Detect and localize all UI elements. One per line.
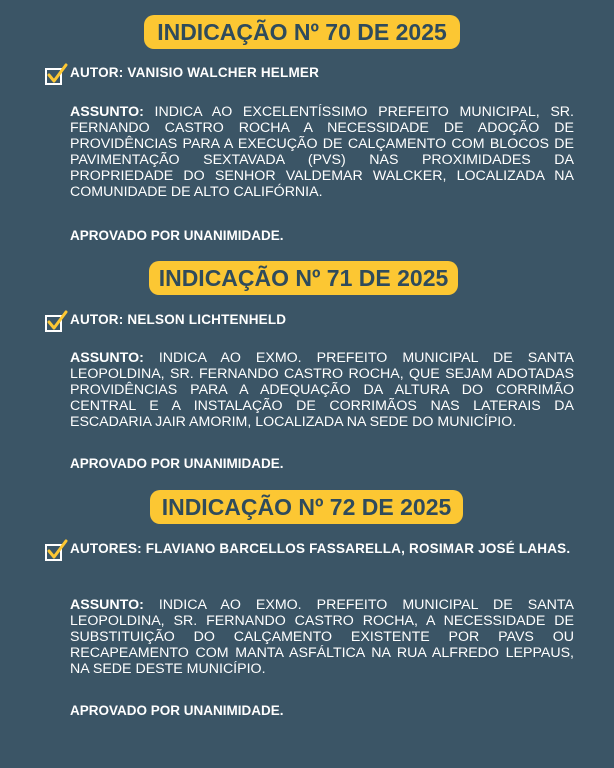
author-name: AUTOR: VANISIO WALCHER HELMER (70, 65, 320, 80)
result-text: APROVADO POR UNANIMIDADE. (70, 703, 284, 718)
subject-label: ASSUNTO: (70, 597, 144, 613)
indicacao-title: INDICAÇÃO Nº 72 DE 2025 (150, 490, 463, 524)
author-name: AUTOR: NELSON LICHTENHELD (70, 312, 287, 327)
subject-text: INDICA AO EXMO. PREFEITO MUNICIPAL DE SANTA LEOPOLDINA, SR. FERNANDO CASTRO ROCHA, A NECESSIDADE DE SUBSTITUIÇÃO DO CALÇAMENTO EXISTENTE POR PAVS OU RECAPEAMENTO COM MANTA ASFÁLTICA NA RUA ALFREDO LEPPAUS, NA SEDE DESTE MUNICÍPIO. (70, 597, 574, 677)
subject-paragraph (70, 597, 574, 677)
result-text: APROVADO POR UNANIMIDADE. (70, 228, 284, 243)
author-row (44, 62, 574, 88)
indicacao-title: INDICAÇÃO Nº 70 DE 2025 (144, 15, 460, 49)
author-row (44, 538, 574, 578)
result-text: APROVADO POR UNANIMIDADE. (70, 456, 284, 471)
checkbox-check-icon (44, 309, 70, 335)
checkbox-check-icon (44, 538, 70, 564)
subject-paragraph (70, 104, 574, 200)
checkbox-check-icon (44, 62, 70, 88)
subject-label: ASSUNTO: (70, 104, 144, 120)
subject-text: INDICA AO EXCELENTÍSSIMO PREFEITO MUNICIPAL, SR. FERNANDO CASTRO ROCHA A NECESSIDADE DE ADOÇÃO DE PROVIDÊNCIAS PARA A EXECUÇÃO DE CALÇAMENTO COM BLOCOS DE PAVIMENTAÇÃO SEXTAVADA (PVS) NAS PROXIMIDADES DA PROPRIEDADE DO SENHOR VALDEMAR WALCKER, LOCALIZADA NA COMUNIDADE DE ALTO CALIFÓRNIA. (70, 104, 574, 200)
author-name: AUTORES: FLAVIANO BARCELLOS FASSARELLA, ROSIMAR JOSÉ LAHAS. (70, 541, 571, 556)
author-row (44, 309, 574, 335)
subject-paragraph (70, 350, 574, 430)
indicacao-title: INDICAÇÃO Nº 71 DE 2025 (149, 261, 458, 295)
subject-text: INDICA AO EXMO. PREFEITO MUNICIPAL DE SANTA LEOPOLDINA, SR. FERNANDO CASTRO ROCHA, QUE SEJAM ADOTADAS PROVIDÊNCIAS PARA A ADEQUAÇÃO DA ALTURA DO CORRIMÃO CENTRAL E A INSTALAÇÃO DE CORRIMÃOS NAS LATERAIS DA ESCADARIA JAIR AMORIM, LOCALIZADA NA SEDE DO MUNICÍPIO. (70, 350, 574, 430)
subject-label: ASSUNTO: (70, 350, 144, 366)
